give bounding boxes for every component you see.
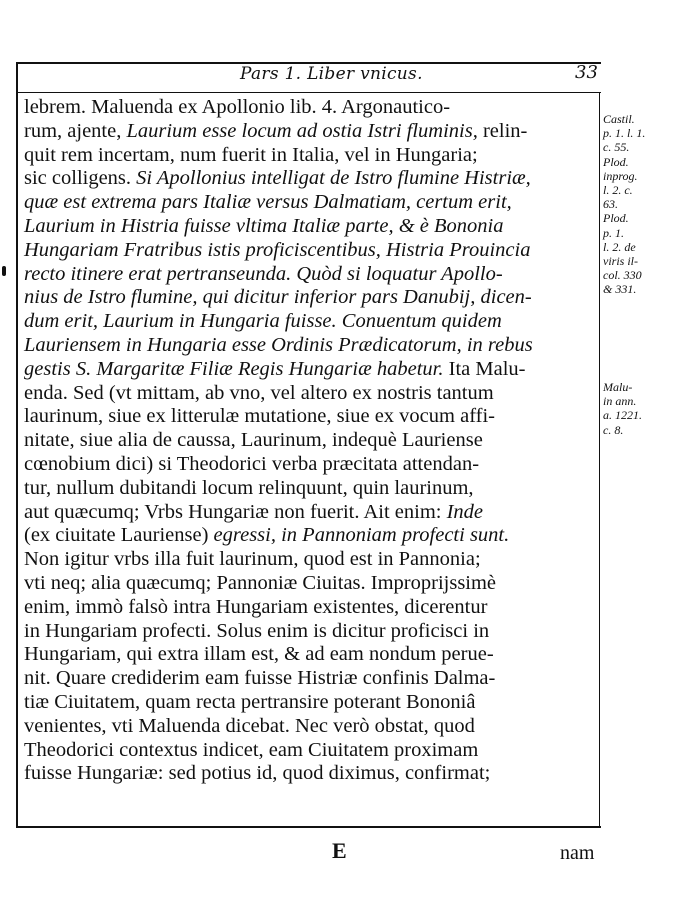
text-line xyxy=(24,739,594,763)
italic-text-segment: Laurium in Histria fuisse vltima Italiæ parte, & è Bononia xyxy=(24,214,504,237)
text-line xyxy=(24,524,594,548)
text-segment: lebrem. Maluenda ex Apollonio lib. 4. Argonautico- xyxy=(24,96,451,118)
text-line xyxy=(24,405,594,429)
text-line xyxy=(24,334,594,358)
text-segment: nit. Quare crediderim eam fuisse Histriæ confinis Dalma- xyxy=(24,667,496,690)
text-line xyxy=(24,263,594,287)
text-line xyxy=(24,691,594,715)
text-line xyxy=(24,358,594,382)
text-segment: vti neq; alia quæcumq; Pannoniæ Ciuitas. Impropriјssimè xyxy=(24,571,497,594)
margin-note-line: p. 1. xyxy=(603,225,624,240)
italic-text-segment: Hungariam Fratribus istis proficiscentibus, Histria Prouincia xyxy=(24,238,531,261)
text-line xyxy=(24,477,594,501)
margin-note-line: 63. xyxy=(603,197,618,212)
text-line xyxy=(24,667,594,691)
text-line xyxy=(24,429,594,453)
text-line xyxy=(24,239,594,263)
text-segment: venientes, vti Maluenda dicebat. Nec verò obstat, quod xyxy=(24,714,475,737)
italic-text-segment: quæ est extrema pars Italiæ versus Dalmatiam, certum erit, xyxy=(24,191,512,214)
margin-note-line: in ann. xyxy=(603,394,637,409)
header-rule xyxy=(16,92,601,93)
margin-note-line: l. 2. c. xyxy=(603,183,633,198)
italic-text-segment: dum erit, Laurium in Hungaria fuisse. Conuentum quidem xyxy=(24,310,502,333)
margin-note-maluenda xyxy=(603,380,675,437)
italic-text-segment: Laurium esse locum ad ostia Istri fluminis, xyxy=(126,119,478,142)
text-segment: cœnobium dici) si Theodorici verba præcitata attendan- xyxy=(24,452,480,475)
text-segment: enim, immò falsò intra Hungariam existentes, dicerentur xyxy=(24,595,488,618)
text-segment: sic colligens. xyxy=(24,167,137,190)
italic-text-segment: Si Apollonius intelligat de Istro flumine Histriæ, xyxy=(136,167,531,190)
text-line xyxy=(24,144,594,168)
signature-mark: E xyxy=(332,838,347,863)
margin-note-line: l. 2. de xyxy=(603,239,636,254)
text-segment: Non igitur vrbs illa fuit laurinum, quod est in Pannonia; xyxy=(24,548,481,571)
text-segment: in Hungariam profecti. Solus enim is dicitur proficisci in xyxy=(24,619,490,642)
text-line xyxy=(24,501,594,525)
italic-text-segment: Lauriensem in Hungaria esse Ordinis Prædicatorum, in rebus xyxy=(24,333,533,356)
text-segment: laurinum, siue ex litterulæ mutatione, siue ex vocum affi- xyxy=(24,405,496,428)
italic-text-segment: recto itinere erat pertranseunda. Quòd si loquatur Apollo- xyxy=(24,262,503,285)
text-line xyxy=(24,167,594,191)
margin-note-line: & 331. xyxy=(603,282,637,297)
text-segment: tur, nullum dubitandi locum relinquunt, quin laurinum, xyxy=(24,476,474,499)
text-segment: relin- xyxy=(477,119,528,142)
italic-text-segment: gestis S. Margaritæ Filiæ Regis Hungariæ habetur. xyxy=(24,357,444,380)
italic-text-segment: Inde xyxy=(446,500,484,523)
text-segment: rum, ajente, xyxy=(24,119,127,142)
catchword: nam xyxy=(560,842,595,864)
text-line xyxy=(24,96,594,120)
margin-note-sources xyxy=(603,112,675,297)
text-line xyxy=(24,548,594,572)
text-line xyxy=(24,286,594,310)
margin-note-line: Malu- xyxy=(603,380,633,394)
text-line xyxy=(24,382,594,406)
text-segment: enda. Sed (vt mittam, ab vno, vel altero ex nostris tantum xyxy=(24,381,494,404)
margin-note-line: c. 8. xyxy=(603,422,624,437)
text-segment: fuisse Hungariæ: sed potius id, quod diximus, confirmat; xyxy=(24,762,491,785)
margin-note-line: c. 55. xyxy=(603,140,630,155)
margin-note-line: Castil. xyxy=(603,112,635,126)
text-segment: aut quæcumq; Vrbs Hungariæ non fuerit. Ait enim: xyxy=(24,500,447,523)
text-segment: Theodorici contextus indicet, eam Ciuitatem proximam xyxy=(24,738,479,761)
text-segment: Hungariam, qui extra illam est, & ad eam nondum perue- xyxy=(24,643,494,666)
text-line xyxy=(24,572,594,596)
margin-note-line: inprog. xyxy=(603,168,638,183)
italic-text-segment: egressi, in Pannoniam profecti sunt. xyxy=(213,524,510,547)
text-line xyxy=(24,453,594,477)
binding-mark xyxy=(2,266,6,276)
text-line xyxy=(24,715,594,739)
text-segment: tiæ Ciuitatem, quam recta pertransire poterant Bononiâ xyxy=(24,690,476,713)
text-line xyxy=(24,620,594,644)
margin-note-line: a. 1221. xyxy=(603,408,642,423)
page-number: 33 xyxy=(575,62,598,83)
text-segment: (ex ciuitate Lauriense) xyxy=(24,524,214,547)
margin-note-line: Plod. xyxy=(603,211,629,226)
margin-divider-rule xyxy=(599,92,600,827)
text-line xyxy=(24,596,594,620)
margin-note-line: Plod. xyxy=(603,154,629,169)
text-line xyxy=(24,215,594,239)
text-line xyxy=(24,643,594,667)
text-segment: quit rem incertam, num fuerit in Italia, vel in Hungaria; xyxy=(24,143,478,166)
margin-note-line: col. 330 xyxy=(603,268,642,283)
text-line xyxy=(24,310,594,334)
text-line xyxy=(24,191,594,215)
frame-bottom-rule xyxy=(16,826,601,828)
text-segment: Ita Malu- xyxy=(443,357,526,380)
margin-note-line: viris il- xyxy=(603,254,638,269)
text-segment: nitate, siue alia de caussa, Laurinum, indequè Lauriense xyxy=(24,429,483,452)
text-line xyxy=(24,120,594,144)
main-text-block xyxy=(24,96,594,786)
running-head: Pars 1. Liber vnicus. xyxy=(240,64,423,84)
text-line xyxy=(24,762,594,786)
frame-left-rule xyxy=(16,62,18,827)
margin-note-line: p. 1. l. 1. xyxy=(603,126,646,141)
italic-text-segment: nius de Istro flumine, qui dicitur inferior pars Danubij, dicen- xyxy=(24,286,532,309)
